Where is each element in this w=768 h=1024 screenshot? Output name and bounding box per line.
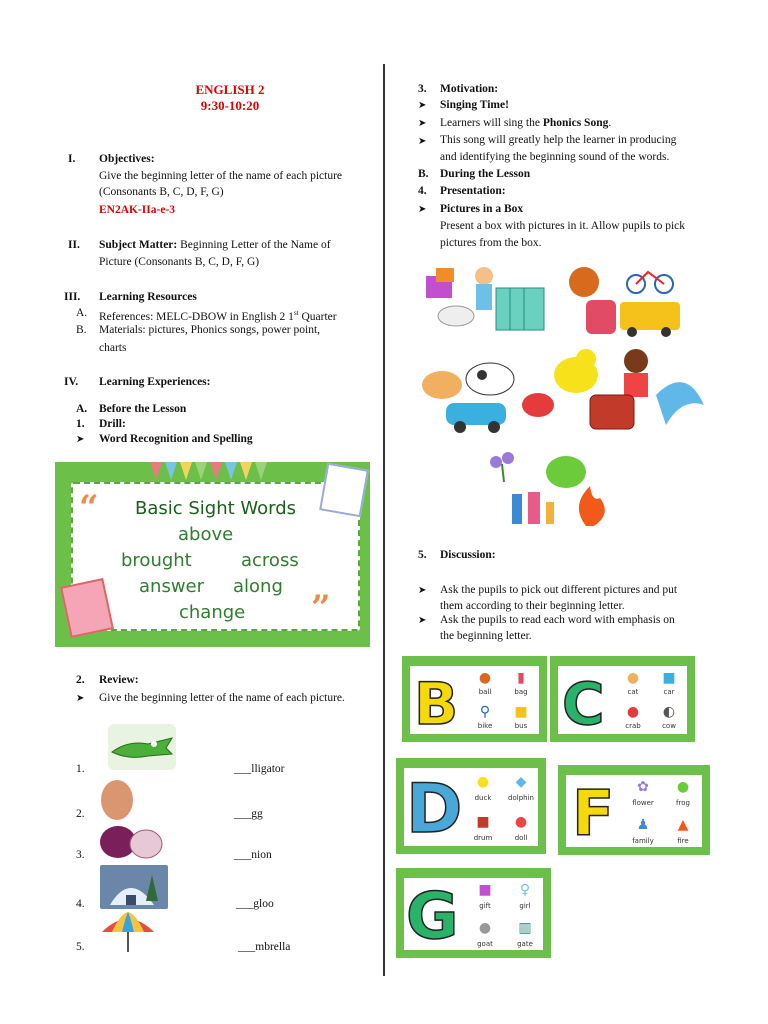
review-bullet-icon: ➤: [76, 693, 85, 704]
doll-icon: ●: [514, 814, 528, 830]
card-letter: C: [562, 670, 605, 738]
subject-title: ENGLISH 2: [195, 82, 265, 97]
collage-flower-frog-family-fire: [482, 448, 612, 530]
objectives-line2: (Consonants B, C, D, F, G): [99, 186, 224, 198]
sight-word: change: [179, 602, 246, 623]
card-word: cow: [662, 722, 676, 730]
review-item-num: 2.: [76, 808, 85, 820]
card-word: fire: [677, 837, 689, 845]
motivation-bullet-icon: ➤: [418, 136, 427, 147]
close-quote-icon: ”: [311, 588, 331, 628]
resources-b-num: B.: [76, 324, 87, 336]
presentation-num: 4.: [418, 185, 427, 197]
motivation-line3: and identifying the beginning sound of the words.: [440, 151, 670, 163]
discussion-b1-line2: them according to their beginning letter.: [440, 600, 625, 612]
time-range: 9:30-10:20: [200, 98, 260, 113]
collage-ball-bike-bag-bus: [568, 262, 683, 337]
resources-materials-cont: charts: [99, 342, 127, 354]
sight-words-title: Basic Sight Words: [134, 498, 297, 519]
card-word: goat: [477, 940, 493, 948]
sight-word: brought: [121, 550, 192, 571]
review-item-blank: ___nion: [234, 849, 272, 861]
letter-card-d: [396, 758, 546, 854]
objectives-label: Objectives:: [99, 153, 155, 165]
egg-icon: [98, 776, 136, 822]
letter-card-b: [402, 656, 547, 742]
resources-a-num: A.: [76, 307, 88, 319]
card-word: doll: [514, 834, 528, 842]
umbrella-icon: [98, 912, 158, 956]
motivation-bullet-icon: ➤: [418, 100, 427, 111]
collage-cat-cow-duck-doll-dolphin-car-crab-drum: [416, 345, 706, 437]
card-word: bus: [514, 722, 528, 730]
drum-icon: ■: [476, 814, 490, 830]
letter-card-c: [550, 656, 695, 742]
discussion-num: 5.: [418, 549, 427, 561]
sight-word: along: [233, 576, 283, 597]
during-label: During the Lesson: [440, 168, 531, 180]
sight-word: above: [178, 524, 234, 545]
discussion-b2-line2: the beginning letter.: [440, 630, 532, 642]
objectives-num: I.: [68, 153, 76, 165]
bus-icon: ■: [514, 704, 528, 720]
alligator-icon: [108, 724, 176, 770]
column-divider: [383, 64, 385, 976]
girl-icon: ♀: [519, 882, 531, 898]
card-letter: G: [406, 880, 459, 954]
objectives-code: EN2AK-IIa-e-3: [99, 204, 176, 216]
gate-icon: ▥: [518, 920, 532, 936]
sight-words-board: [71, 482, 360, 631]
letter-card-f: [558, 765, 710, 855]
resources-references: References: MELC-DBOW in English 2 1st Quarter: [99, 309, 337, 323]
crab-icon: ●: [626, 704, 640, 720]
presentation-label: Presentation:: [440, 185, 506, 197]
subject-matter-line1: Subject Matter: Beginning Letter of the Name of: [99, 239, 331, 251]
onion-icon: [98, 822, 166, 860]
car-icon: ■: [662, 670, 676, 686]
review-item-num: 1.: [76, 763, 85, 775]
drill-label: Drill:: [99, 418, 126, 430]
frog-icon: ●: [676, 779, 690, 795]
cow-icon: ◐: [662, 704, 676, 720]
card-word: gift: [479, 902, 491, 910]
card-word: family: [632, 837, 654, 845]
sight-word: answer: [139, 576, 205, 597]
before-lesson-num: A.: [76, 403, 88, 415]
resources-label: Learning Resources: [99, 291, 197, 303]
bike-icon: ⚲: [479, 704, 491, 720]
review-label: Review:: [99, 674, 139, 686]
review-item-blank: ___mbrella: [238, 941, 291, 953]
singing-time: Singing Time!: [440, 99, 509, 111]
discussion-b1-line1: Ask the pupils to pick out different pictures and put: [440, 584, 678, 596]
card-letter: B: [414, 670, 459, 738]
dolphin-icon: ◆: [515, 774, 527, 790]
review-item-num: 5.: [76, 941, 85, 953]
subject-matter-num: II.: [68, 239, 80, 251]
card-word: bike: [477, 722, 493, 730]
review-item-num: 4.: [76, 898, 85, 910]
discussion-label: Discussion:: [440, 549, 496, 561]
card-letter: D: [406, 770, 463, 849]
review-num: 2.: [76, 674, 85, 686]
pictures-in-box: Pictures in a Box: [440, 203, 524, 215]
flower-icon: ✿: [637, 779, 649, 795]
review-item-blank: ___lligator: [234, 763, 285, 775]
card-word: drum: [473, 834, 493, 842]
card-word: car: [663, 688, 675, 696]
bag-icon: ▮: [517, 670, 525, 686]
ball-icon: ●: [478, 670, 492, 686]
goat-icon: ●: [478, 920, 492, 936]
collage-gift-girl-goat-gate: [420, 262, 550, 334]
before-lesson-label: Before the Lesson: [99, 403, 187, 415]
discussion-bullet-icon: ➤: [418, 615, 427, 626]
card-word: girl: [519, 902, 531, 910]
sight-words-banner: [55, 462, 370, 647]
sight-word: across: [241, 550, 299, 571]
resources-materials: Materials: pictures, Phonics songs, power point,: [99, 324, 321, 336]
letter-card-g: [396, 868, 551, 958]
card-word: duck: [474, 794, 492, 802]
open-quote-icon: “: [79, 488, 99, 528]
motivation-num: 3.: [418, 83, 427, 95]
card-word: cat: [627, 688, 639, 696]
duck-icon: ●: [476, 774, 490, 790]
drill-bullet-icon: ➤: [76, 434, 85, 445]
notepad-icon: [319, 463, 369, 518]
motivation-bullet-icon: ➤: [418, 118, 427, 129]
gift-icon: ■: [478, 882, 492, 898]
objectives-line1: Give the beginning letter of the name of each picture: [99, 170, 342, 182]
card-word: gate: [517, 940, 533, 948]
review-instruction: Give the beginning letter of the name of each picture.: [99, 692, 345, 704]
family-icon: ♟: [636, 817, 650, 833]
card-letter: F: [572, 777, 615, 850]
card-word: dolphin: [508, 794, 534, 802]
card-word: crab: [625, 722, 641, 730]
motivation-label: Motivation:: [440, 83, 499, 95]
presentation-bullet-icon: ➤: [418, 204, 427, 215]
review-item-blank: ___gg: [234, 808, 263, 820]
review-item-num: 3.: [76, 849, 85, 861]
card-word: flower: [632, 799, 654, 807]
igloo-icon: [100, 865, 168, 909]
fire-icon: ▲: [677, 817, 689, 833]
drill-num: 1.: [76, 418, 85, 430]
resources-num: III.: [64, 291, 81, 303]
presentation-line1: Present a box with pictures in it. Allow pupils to pick: [440, 220, 685, 232]
card-word: bag: [514, 688, 528, 696]
subject-matter-line2: Picture (Consonants B, C, D, F, G): [99, 256, 260, 268]
presentation-line2: pictures from the box.: [440, 237, 542, 249]
during-num: B.: [418, 168, 429, 180]
card-word: frog: [676, 799, 690, 807]
cat-icon: ●: [626, 670, 640, 686]
motivation-line2: This song will greatly help the learner in producing: [440, 134, 677, 146]
motivation-line1: Learners will sing the Phonics Song.: [440, 117, 612, 129]
discussion-bullet-icon: ➤: [418, 585, 427, 596]
drill-item: Word Recognition and Spelling: [99, 433, 253, 445]
card-word: ball: [478, 688, 492, 696]
experiences-label: Learning Experiences:: [99, 376, 211, 388]
review-item-blank: ___gloo: [236, 898, 274, 910]
discussion-b2-line1: Ask the pupils to read each word with emphasis on: [440, 614, 675, 626]
experiences-num: IV.: [64, 376, 79, 388]
